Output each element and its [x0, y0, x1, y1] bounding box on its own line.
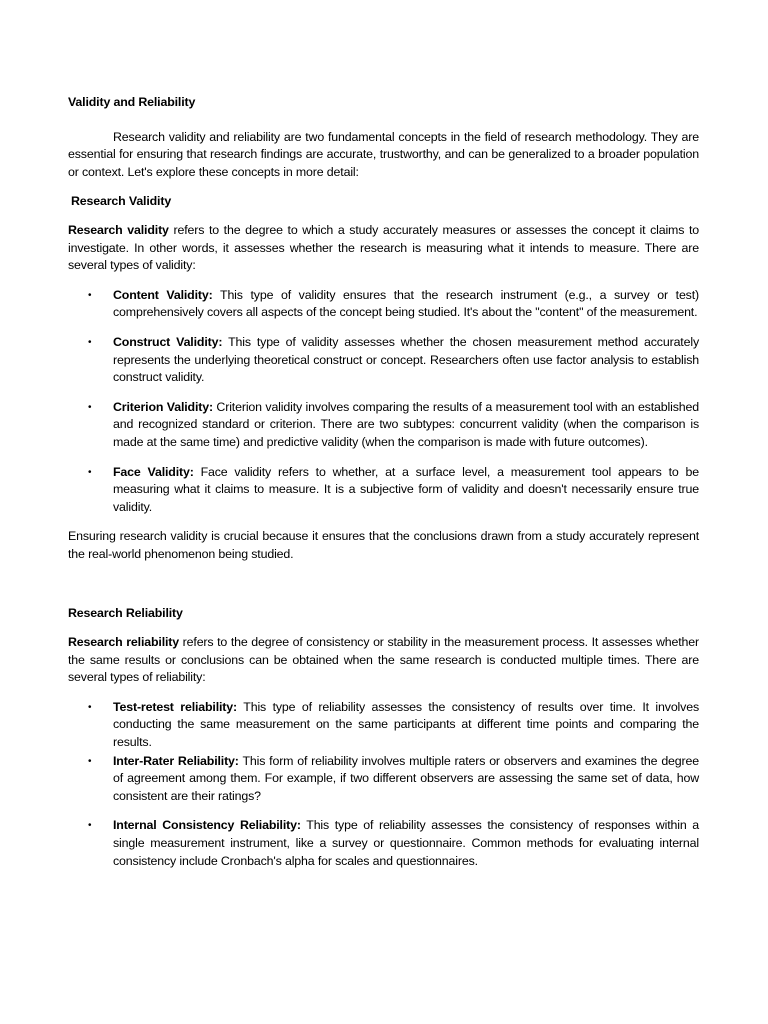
reliability-definition-term: Research reliability	[68, 635, 180, 650]
reliability-definition-text: refers to the degree of consistency or stability in the measurement process. It assesses whether the same results or conclusions can be obtained when the same research is conducted multiple times. There are several types of reliability:	[68, 635, 699, 685]
list-item-term: Criterion Validity:	[113, 399, 213, 414]
reliability-types-list	[68, 699, 699, 870]
reliability-heading: Research Reliability	[68, 606, 183, 621]
validity-heading: Research Validity	[71, 194, 172, 209]
intro-paragraph: Research validity and reliability are two fundamental concepts in the field of research methodology. They are essential for ensuring that research findings are accurate, trustworthy, and can be generalized to a broader population or context. Let's explore these concepts in more detail:	[68, 129, 699, 179]
list-item-term: Test-retest reliability:	[113, 699, 238, 714]
bullet-icon: •	[88, 755, 92, 767]
validity-conclusion: Ensuring research validity is crucial because it ensures that the conclusions drawn from a study accurately represent the real-world phenomenon being studied.	[68, 529, 699, 561]
list-item	[68, 287, 699, 322]
list-item	[68, 699, 699, 752]
document-page	[68, 94, 699, 870]
list-item-text: This form of reliability involves multiple raters or observers and examines the degree of agreement among them. For example, if two different observers are assessing the same set of data, how consistent are their ratings?	[113, 753, 699, 803]
list-item	[68, 334, 699, 387]
bullet-icon: •	[88, 289, 92, 301]
list-item	[68, 817, 699, 870]
bullet-icon: •	[88, 401, 92, 413]
list-item	[68, 753, 699, 806]
validity-definition	[68, 222, 699, 275]
reliability-definition	[68, 634, 699, 687]
list-item-term: Face Validity:	[113, 464, 194, 479]
validity-definition-text: refers to the degree to which a study accurately measures or assesses the concept it claims to investigate. In other words, it assesses whether the research is measuring what it intends to measure. There are several types of validity:	[68, 222, 700, 273]
list-item-text: This type of reliability assesses the consistency of results over time. It involves conducting the same measurement on the same participants at different time points and comparing the results.	[113, 699, 699, 750]
list-item-term: Construct Validity:	[113, 334, 223, 349]
bullet-icon: •	[88, 466, 92, 478]
list-item-text: This type of reliability assesses the consistency of responses within a single measurement instrument, like a survey or questionnaire. Common methods for evaluating internal consistency include Cronbach's alpha for scales and questionnaires.	[113, 818, 699, 868]
bullet-icon: •	[88, 820, 92, 832]
bullet-icon: •	[88, 336, 92, 348]
list-item-term: Inter-Rater Reliability:	[113, 753, 239, 768]
validity-definition-term: Research validity	[68, 222, 169, 237]
list-item	[68, 464, 699, 517]
document-title: Validity and Reliability	[68, 95, 196, 109]
list-item	[68, 399, 699, 452]
list-item-text: Face validity refers to whether, at a surface level, a measurement tool appears to be measuring what it claims to measure. It is a subjective form of validity and doesn't necessarily ensure true validity.	[113, 464, 699, 514]
list-item-term: Internal Consistency Reliability:	[113, 818, 301, 833]
validity-types-list	[68, 287, 699, 517]
list-item-text: Criterion validity involves comparing the results of a measurement tool with an established and recognized standard or criterion. There are two subtypes: concurrent validity (when the comparison is made at the same time) and predictive validity (when the comparison is made with future outcomes).	[113, 399, 699, 449]
list-item-text: This type of validity ensures that the research instrument (e.g., a survey or test) comprehensively covers all aspects of the concept being studied. It's about the "content" of the measurement.	[113, 287, 699, 320]
bullet-icon: •	[88, 701, 92, 713]
list-item-term: Content Validity:	[113, 287, 213, 302]
list-item-text: This type of validity assesses whether the chosen measurement method accurately represents the underlying theoretical construct or concept. Researchers often use factor analysis to establish construct validity.	[113, 334, 699, 385]
